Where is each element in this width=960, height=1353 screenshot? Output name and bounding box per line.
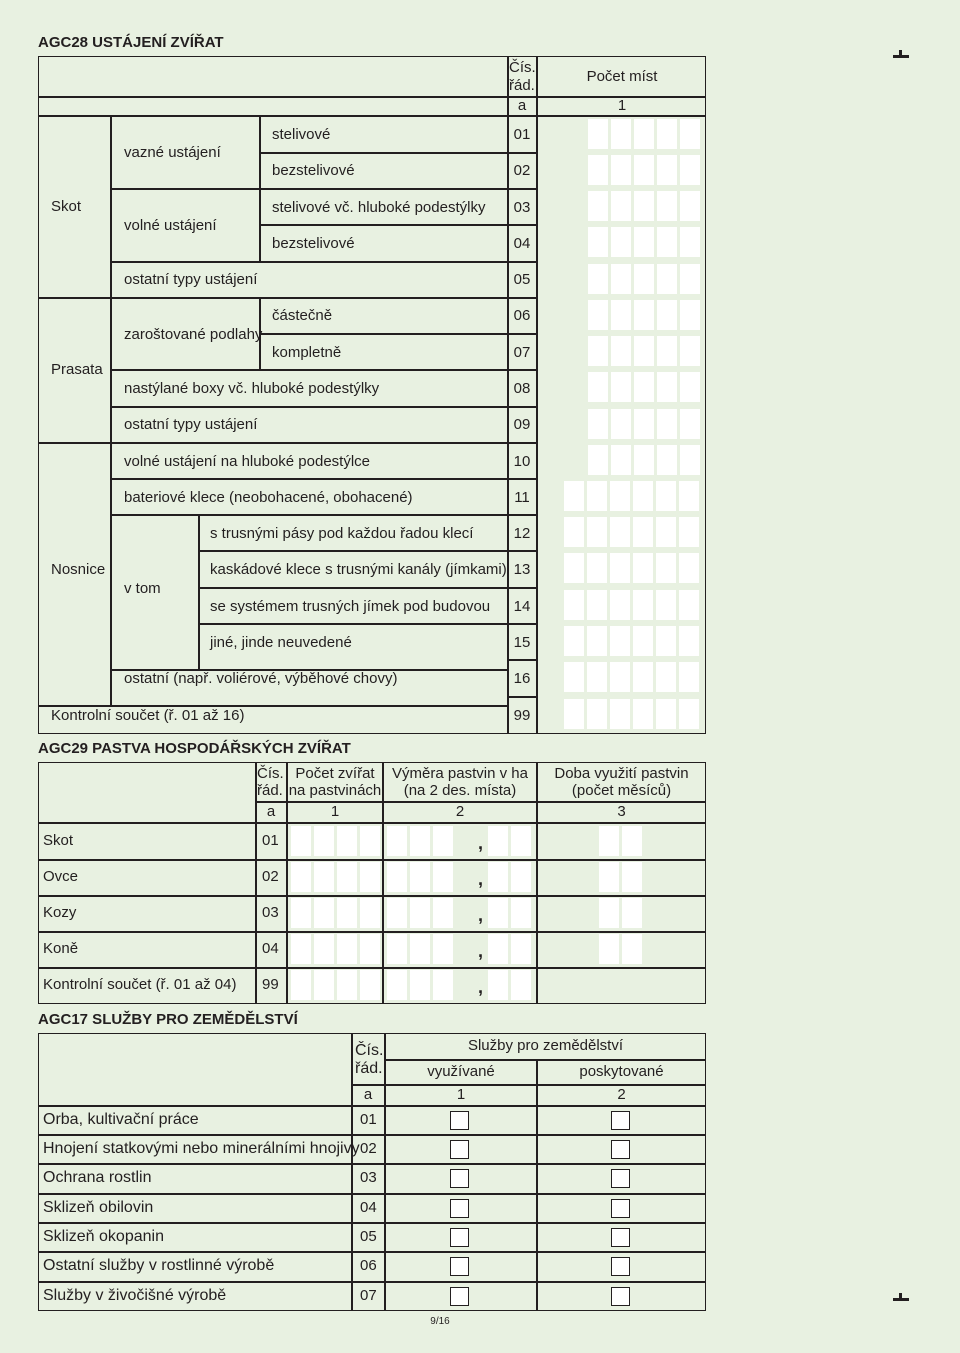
agc17-rows <box>38 1033 706 1311</box>
agc28-digit-cell[interactable] <box>610 517 630 547</box>
agc28-digit-cell[interactable] <box>680 300 700 330</box>
row-15-l3: jiné, jinde neuvedené <box>210 634 352 651</box>
agc28-digit-cell[interactable] <box>634 119 654 149</box>
agc28-digit-cell[interactable] <box>611 445 631 475</box>
decimal-comma: , <box>478 833 484 853</box>
agc28-digit-cell[interactable] <box>611 155 631 185</box>
agc28-digit-cell[interactable] <box>634 300 654 330</box>
agc29-area-decimal-cell[interactable] <box>511 934 531 964</box>
agc29-area-decimal-cell[interactable] <box>511 898 531 928</box>
agc28-entry-area <box>538 116 706 734</box>
agc28-digit-cell[interactable] <box>657 372 677 402</box>
agc29-area-decimal-cell[interactable] <box>488 862 508 892</box>
agc29-animals-cell[interactable] <box>314 826 334 856</box>
agc28-digit-cell[interactable] <box>657 264 677 294</box>
agc28-digit-cell[interactable] <box>634 372 654 402</box>
agc17-col-2: 2 <box>617 1086 626 1103</box>
agc28-digit-cell[interactable] <box>634 155 654 185</box>
row-05-l2: ostatní typy ustájení <box>124 271 258 288</box>
agc28-digit-cell[interactable] <box>656 699 676 729</box>
agc28-digit-cell[interactable] <box>657 336 677 366</box>
agc28-digit-cell[interactable] <box>679 553 699 583</box>
agc29-col-3: 3 <box>617 803 626 820</box>
group-prasata: Prasata <box>51 361 103 378</box>
agc29-col1-l2: na pastvinách <box>288 782 382 799</box>
agc28-digit-cell[interactable] <box>680 445 700 475</box>
agc29-area-cell[interactable] <box>387 934 407 964</box>
agc17-row-number: 01 <box>360 1111 377 1128</box>
agc29-area-cell[interactable] <box>433 970 453 1000</box>
agc29-area-cell[interactable] <box>433 862 453 892</box>
row-02-l3: bezstelivové <box>272 162 355 179</box>
agc28-digit-cell[interactable] <box>634 445 654 475</box>
agc28-digit-cell[interactable] <box>564 590 584 620</box>
agc28-digit-cell[interactable] <box>611 336 631 366</box>
agc28-digit-cell[interactable] <box>587 590 607 620</box>
agc28-digit-cell[interactable] <box>610 481 630 511</box>
agc29-table <box>38 762 706 1004</box>
agc28-digit-cell[interactable] <box>634 264 654 294</box>
agc17-table <box>38 1033 706 1311</box>
agc28-digit-cell[interactable] <box>610 699 630 729</box>
row-01-l3: stelivové <box>272 126 331 143</box>
agc29-num-99: 99 <box>262 976 279 993</box>
agc28-digit-cell[interactable] <box>588 409 608 439</box>
agc29-animals-cell[interactable] <box>337 862 357 892</box>
row-num-14: 14 <box>513 598 531 615</box>
agc29-row-kozy: Kozy <box>43 904 77 921</box>
agc28-digit-cell[interactable] <box>657 191 677 221</box>
row-num-05: 05 <box>513 271 531 288</box>
agc28-digit-cell[interactable] <box>587 662 607 692</box>
agc28-digit-cell[interactable] <box>587 481 607 511</box>
agc29-months-cell[interactable] <box>622 934 642 964</box>
agc29-animals-cell[interactable] <box>337 970 357 1000</box>
agc29-animals-cell[interactable] <box>360 826 380 856</box>
row-03-l2: volné ustájení <box>124 217 217 234</box>
decimal-comma: , <box>478 941 484 961</box>
agc28-col-1: 1 <box>617 97 627 114</box>
agc28-digit-cell[interactable] <box>587 517 607 547</box>
agc29-area-cell[interactable] <box>410 970 430 1000</box>
agc17-col-cis: Čís. <box>355 1042 384 1059</box>
agc28-digit-cell[interactable] <box>680 119 700 149</box>
agc29-row-kone: Koně <box>43 940 79 957</box>
agc17-row-label: Ostatní služby v rostlinné výrobě <box>43 1257 275 1274</box>
agc28-digit-cell[interactable] <box>679 699 699 729</box>
row-09-l2: ostatní typy ustájení <box>124 416 258 433</box>
row-06-l3: částečně <box>272 307 333 324</box>
row-12-l3: s trusnými pásy pod každou řadou klecí <box>210 525 474 542</box>
agc29-area-cell[interactable] <box>387 862 407 892</box>
row-11-l2: bateriové klece (neobohacené, obohacené) <box>124 489 413 506</box>
agc17-col-header: Služby pro zemědělství <box>467 1037 624 1054</box>
agc29-num-03: 03 <box>262 904 279 921</box>
agc28-digit-cell[interactable] <box>634 191 654 221</box>
agc17-col-rad: řád. <box>355 1060 383 1077</box>
agc28-digit-cell[interactable] <box>564 626 584 656</box>
agc28-digit-cell[interactable] <box>564 662 584 692</box>
agc28-digit-cell[interactable] <box>564 517 584 547</box>
agc17-row-number: 03 <box>360 1169 377 1186</box>
row-num-03: 03 <box>513 199 531 216</box>
agc28-digit-cell[interactable] <box>611 227 631 257</box>
agc29-area-decimal-cell[interactable] <box>511 970 531 1000</box>
agc29-animals-cell[interactable] <box>360 862 380 892</box>
agc28-digit-cell[interactable] <box>656 517 676 547</box>
agc28-table <box>38 56 706 734</box>
agc28-col-rad: řád. <box>509 77 535 94</box>
agc28-digit-cell[interactable] <box>564 481 584 511</box>
agc28-digit-cell[interactable] <box>679 626 699 656</box>
agc29-row-ovce: Ovce <box>43 868 79 885</box>
row-num-12: 12 <box>513 525 531 542</box>
agc28-digit-cell[interactable] <box>656 553 676 583</box>
agc29-area-cell[interactable] <box>410 826 430 856</box>
row-num-16: 16 <box>513 670 531 687</box>
agc28-digit-cell[interactable] <box>588 264 608 294</box>
agc28-digit-cell[interactable] <box>633 626 653 656</box>
agc29-animals-cell[interactable] <box>360 934 380 964</box>
row-num-11: 11 <box>514 489 530 506</box>
agc29-col-cis: Čís. <box>257 765 284 782</box>
decimal-comma: , <box>478 869 484 889</box>
row-12-l2: v tom <box>124 580 161 597</box>
agc28-digit-cell[interactable] <box>588 155 608 185</box>
agc29-col-1: 1 <box>330 803 340 820</box>
row-num-01: 01 <box>513 126 531 143</box>
agc29-num-01: 01 <box>262 832 279 849</box>
agc29-area-decimal-cell[interactable] <box>511 862 531 892</box>
agc29-animals-cell[interactable] <box>314 898 334 928</box>
agc28-digit-cell[interactable] <box>564 553 584 583</box>
agc17-provided-checkbox[interactable] <box>611 1257 630 1276</box>
row-04-l3: bezstelivové <box>272 235 355 252</box>
agc28-col-pocet: Počet míst <box>586 68 658 85</box>
agc28-digit-cell[interactable] <box>680 372 700 402</box>
row-num-08: 08 <box>513 380 531 397</box>
agc28-digit-cell[interactable] <box>587 626 607 656</box>
agc29-area-cell[interactable] <box>410 862 430 892</box>
agc28-digit-cell[interactable] <box>611 409 631 439</box>
agc29-col1-l1: Počet zvířat <box>295 765 375 782</box>
agc29-col-rad: řád. <box>257 782 283 799</box>
agc29-animals-cell[interactable] <box>314 970 334 1000</box>
agc28-digit-cell[interactable] <box>633 590 653 620</box>
row-08-l2: nastýlané boxy vč. hluboké podestýlky <box>124 380 380 397</box>
agc28-digit-cell[interactable] <box>633 517 653 547</box>
row-14-l3: se systémem trusných jímek pod budovou <box>210 598 491 615</box>
agc29-col2-l1: Výměra pastvin v ha <box>392 765 528 782</box>
agc29-col2-l2: (na 2 des. místa) <box>403 782 517 799</box>
agc28-digit-cell[interactable] <box>588 445 608 475</box>
agc28-digit-cell[interactable] <box>588 191 608 221</box>
agc29-animals-cell[interactable] <box>291 862 311 892</box>
agc28-digit-cell[interactable] <box>564 699 584 729</box>
agc28-digit-cell[interactable] <box>633 699 653 729</box>
row-num-10: 10 <box>513 453 531 470</box>
agc29-animals-cell[interactable] <box>291 934 311 964</box>
agc28-digit-cell[interactable] <box>656 481 676 511</box>
agc29-area-decimal-cell[interactable] <box>488 970 508 1000</box>
agc29-area-cell[interactable] <box>433 934 453 964</box>
agc28-digit-cell[interactable] <box>611 372 631 402</box>
agc17-used-checkbox[interactable] <box>450 1257 469 1276</box>
agc29-col3-l2: (počet měsíců) <box>571 782 672 799</box>
group-nosnice: Nosnice <box>51 561 106 578</box>
agc17-col1: využívané <box>427 1063 495 1080</box>
agc29-months-cell[interactable] <box>622 898 642 928</box>
agc29-entry-area <box>38 762 706 1004</box>
registration-mark-top <box>893 50 909 58</box>
agc28-digit-cell[interactable] <box>656 590 676 620</box>
row-num-09: 09 <box>513 416 531 433</box>
agc17-row-number: 06 <box>360 1257 377 1274</box>
agc28-digit-cell[interactable] <box>611 264 631 294</box>
agc29-animals-cell[interactable] <box>360 970 380 1000</box>
agc28-col-a: a <box>517 97 527 114</box>
agc28-digit-cell[interactable] <box>680 409 700 439</box>
agc28-digit-cell[interactable] <box>587 699 607 729</box>
row-10-l2: volné ustájení na hluboké podestýlce <box>124 453 371 470</box>
agc28-digit-cell[interactable] <box>634 227 654 257</box>
agc28-digit-cell[interactable] <box>657 300 677 330</box>
row-num-07: 07 <box>513 344 531 361</box>
agc28-digit-cell[interactable] <box>633 553 653 583</box>
agc17-provided-checkbox[interactable] <box>611 1140 630 1159</box>
agc29-col3-l1: Doba využití pastvin <box>554 765 689 782</box>
agc28-digit-cell[interactable] <box>680 227 700 257</box>
row-num-02: 02 <box>513 162 531 179</box>
agc28-digit-cell[interactable] <box>657 119 677 149</box>
agc29-animals-cell[interactable] <box>291 970 311 1000</box>
agc17-col-1: 1 <box>456 1086 466 1103</box>
agc28-digit-cell[interactable] <box>633 662 653 692</box>
agc29-area-decimal-cell[interactable] <box>488 934 508 964</box>
agc28-digit-cell[interactable] <box>610 626 630 656</box>
agc28-digit-cell[interactable] <box>611 119 631 149</box>
row-06-l2: zaroštované podlahy <box>124 326 263 343</box>
agc28-digit-cell[interactable] <box>679 662 699 692</box>
row-num-15: 15 <box>513 634 531 651</box>
agc29-months-cell[interactable] <box>599 934 619 964</box>
agc28-digit-cell[interactable] <box>611 191 631 221</box>
agc29-months-cell[interactable] <box>599 898 619 928</box>
agc28-digit-cell[interactable] <box>588 372 608 402</box>
agc28-digit-cell[interactable] <box>610 553 630 583</box>
agc28-digit-cell[interactable] <box>611 300 631 330</box>
agc28-digit-cell[interactable] <box>588 227 608 257</box>
row-03-l3: stelivové vč. hluboké podestýlky <box>272 199 486 216</box>
agc29-area-cell[interactable] <box>433 898 453 928</box>
agc29-area-cell[interactable] <box>433 826 453 856</box>
agc29-area-cell[interactable] <box>387 898 407 928</box>
agc17-row-number: 02 <box>360 1140 377 1157</box>
row-13-l3: kaskádové klece s trusnými kanály (jímkami) <box>210 561 507 578</box>
row-01-l2: vazné ustájení <box>124 144 221 161</box>
agc17-used-checkbox[interactable] <box>450 1140 469 1159</box>
agc29-months-cell[interactable] <box>599 862 619 892</box>
agc29-animals-cell[interactable] <box>360 898 380 928</box>
agc28-digit-cell[interactable] <box>588 300 608 330</box>
agc28-digit-cell[interactable] <box>610 662 630 692</box>
agc29-row-skot: Skot <box>43 832 74 849</box>
agc29-area-decimal-cell[interactable] <box>511 826 531 856</box>
agc17-provided-checkbox[interactable] <box>611 1169 630 1188</box>
agc17-provided-checkbox[interactable] <box>611 1199 630 1218</box>
agc29-months-cell[interactable] <box>622 826 642 856</box>
agc28-total-label: Kontrolní součet (ř. 01 až 16) <box>51 707 245 724</box>
agc29-row-total: Kontrolní součet (ř. 01 až 04) <box>43 976 237 993</box>
agc29-animals-cell[interactable] <box>291 826 311 856</box>
agc28-digit-cell[interactable] <box>657 445 677 475</box>
agc28-digit-cell[interactable] <box>634 409 654 439</box>
agc28-digit-cell[interactable] <box>679 481 699 511</box>
agc29-num-04: 04 <box>262 940 279 957</box>
agc29-animals-cell[interactable] <box>291 898 311 928</box>
row-num-06: 06 <box>513 307 531 324</box>
registration-mark-bottom <box>893 1293 909 1301</box>
group-skot: Skot <box>51 198 82 215</box>
agc17-row-label: Sklizeň okopanin <box>43 1228 164 1245</box>
agc17-used-checkbox[interactable] <box>450 1228 469 1247</box>
agc28-digit-cell[interactable] <box>634 336 654 366</box>
agc28-digit-cell[interactable] <box>679 590 699 620</box>
agc17-used-checkbox[interactable] <box>450 1111 469 1130</box>
agc17-row-label: Hnojení statkovými nebo minerálními hnojivy <box>43 1140 360 1157</box>
agc29-col-a: a <box>266 803 276 820</box>
agc29-months-cell[interactable] <box>622 862 642 892</box>
page-number: 9/16 <box>430 1316 450 1327</box>
agc28-digit-cell[interactable] <box>610 590 630 620</box>
agc17-row-label: Orba, kultivační práce <box>43 1111 199 1128</box>
agc28-title: AGC28 USTÁJENÍ ZVÍŘAT <box>38 34 224 51</box>
agc29-area-decimal-cell[interactable] <box>488 826 508 856</box>
row-16-l2: ostatní (např. voliérové, výběhové chovy) <box>124 670 398 687</box>
agc17-used-checkbox[interactable] <box>450 1199 469 1218</box>
agc28-digit-cell[interactable] <box>657 409 677 439</box>
agc17-col-a: a <box>363 1086 373 1103</box>
agc29-area-cell[interactable] <box>410 934 430 964</box>
agc29-months-cell[interactable] <box>599 826 619 856</box>
agc28-digit-cell[interactable] <box>680 191 700 221</box>
row-num-13: 13 <box>513 561 531 578</box>
agc17-col2: poskytované <box>579 1063 664 1080</box>
agc28-digit-cell[interactable] <box>657 155 677 185</box>
agc17-provided-checkbox[interactable] <box>611 1228 630 1247</box>
agc29-title: AGC29 PASTVA HOSPODÁŘSKÝCH ZVÍŘAT <box>38 740 351 757</box>
agc29-area-cell[interactable] <box>410 898 430 928</box>
agc29-animals-cell[interactable] <box>314 934 334 964</box>
agc28-digit-cell[interactable] <box>680 155 700 185</box>
agc29-area-cell[interactable] <box>387 826 407 856</box>
agc28-digit-cell[interactable] <box>633 481 653 511</box>
agc17-row-number: 04 <box>360 1199 377 1216</box>
agc29-area-decimal-cell[interactable] <box>488 898 508 928</box>
agc17-provided-checkbox[interactable] <box>611 1287 630 1306</box>
agc17-row-number: 07 <box>360 1287 377 1304</box>
agc17-used-checkbox[interactable] <box>450 1287 469 1306</box>
agc17-row-label: Ochrana rostlin <box>43 1169 152 1186</box>
agc29-animals-cell[interactable] <box>314 862 334 892</box>
agc28-col-cis: Čís. <box>509 59 536 76</box>
agc17-title: AGC17 SLUŽBY PRO ZEMĚDĚLSTVÍ <box>38 1011 298 1028</box>
agc29-area-cell[interactable] <box>387 970 407 1000</box>
agc17-row-number: 05 <box>360 1228 377 1245</box>
agc17-row-label: Sklizeň obilovin <box>43 1199 154 1216</box>
agc28-digit-cell[interactable] <box>587 553 607 583</box>
agc28-digit-cell[interactable] <box>657 227 677 257</box>
agc28-digit-cell[interactable] <box>679 517 699 547</box>
agc29-animals-cell[interactable] <box>337 898 357 928</box>
decimal-comma: , <box>478 905 484 925</box>
agc28-digit-cell[interactable] <box>656 626 676 656</box>
agc17-provided-checkbox[interactable] <box>611 1111 630 1130</box>
row-07-l3: kompletně <box>272 344 342 361</box>
agc28-digit-cell[interactable] <box>588 119 608 149</box>
agc28-digit-cell[interactable] <box>588 336 608 366</box>
agc29-animals-cell[interactable] <box>337 934 357 964</box>
agc17-row-label: Služby v živočišné výrobě <box>43 1287 227 1304</box>
agc29-col-2: 2 <box>455 803 465 820</box>
row-num-99: 99 <box>513 707 531 724</box>
decimal-comma: , <box>478 977 484 997</box>
agc28-digit-cell[interactable] <box>656 662 676 692</box>
agc29-animals-cell[interactable] <box>337 826 357 856</box>
agc17-used-checkbox[interactable] <box>450 1169 469 1188</box>
agc28-digit-cell[interactable] <box>680 336 700 366</box>
agc29-num-02: 02 <box>262 868 279 885</box>
agc28-digit-cell[interactable] <box>680 264 700 294</box>
row-num-04: 04 <box>513 235 531 252</box>
